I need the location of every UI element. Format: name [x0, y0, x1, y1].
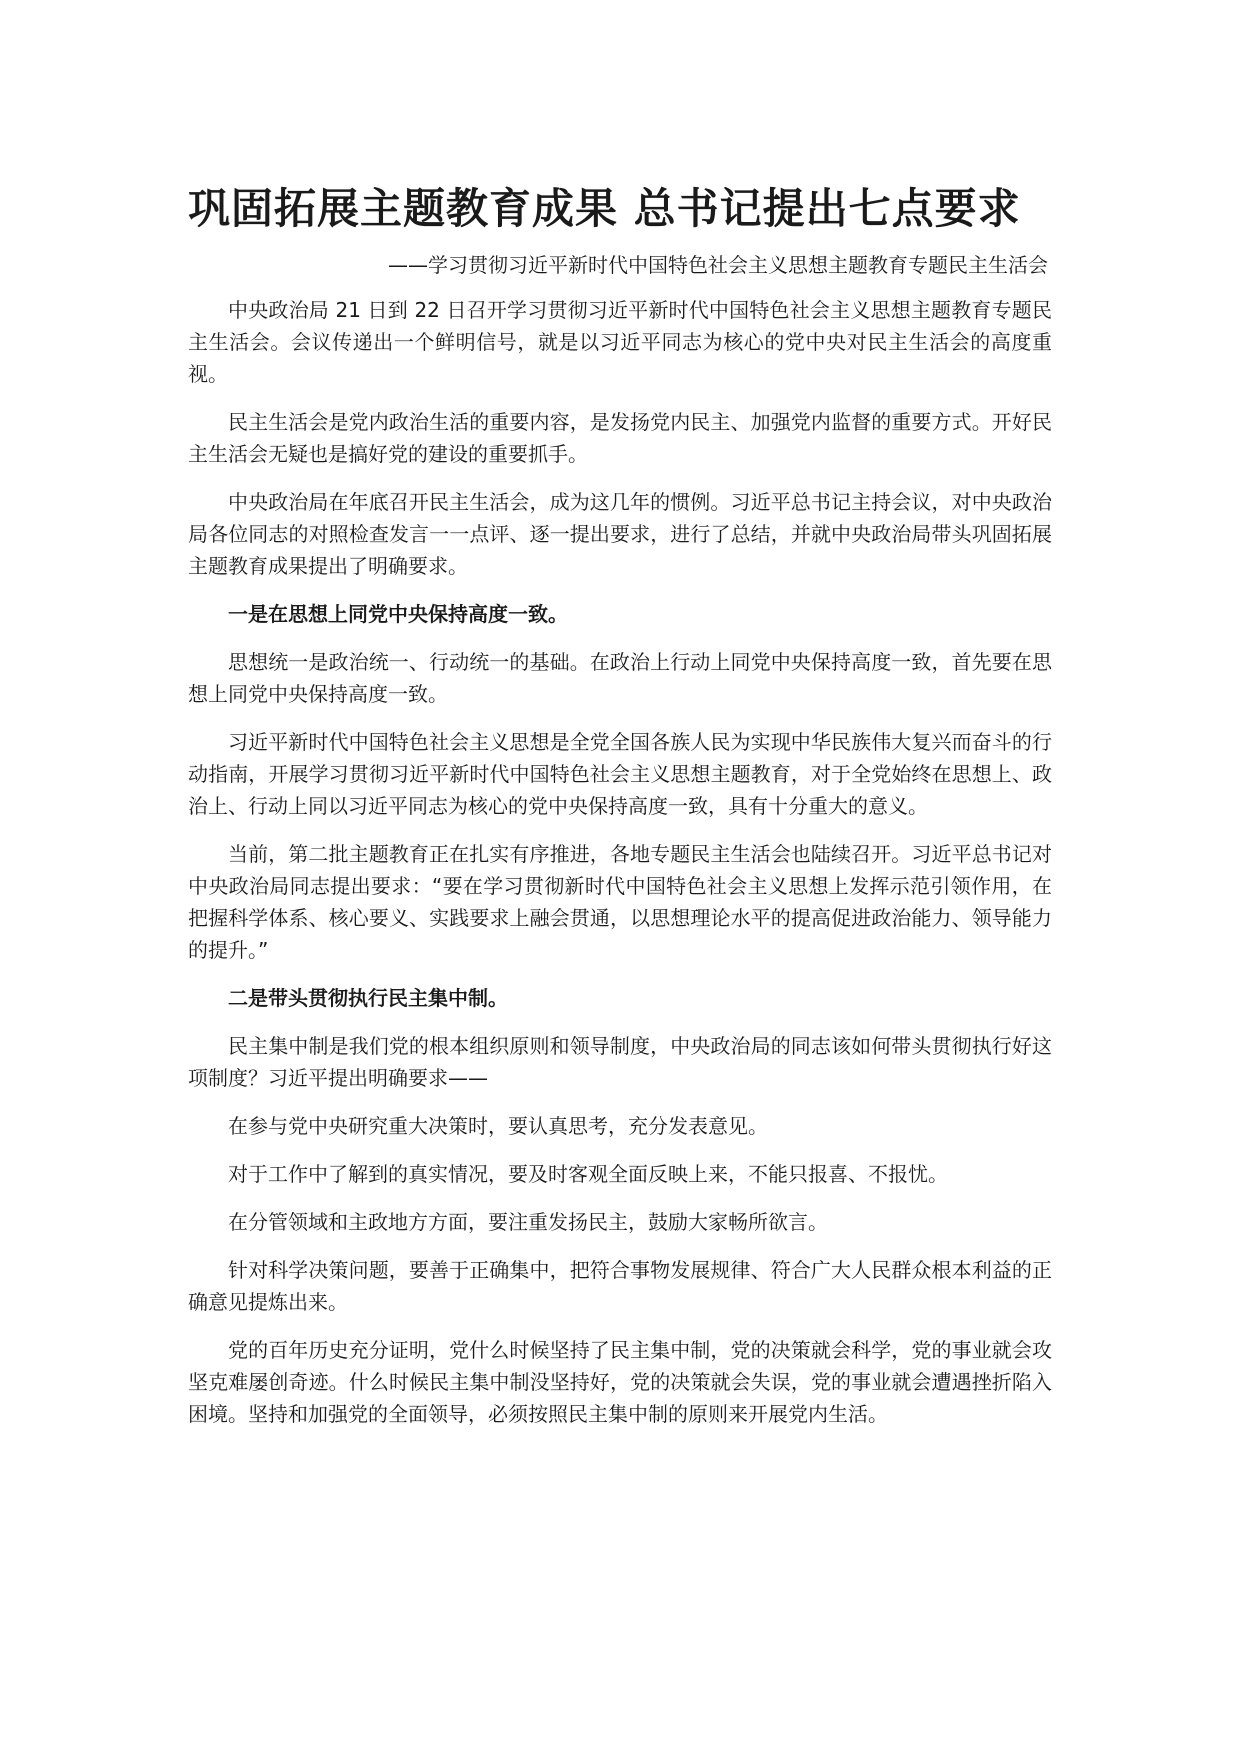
body-paragraph: 民主集中制是我们党的根本组织原则和领导制度，中央政治局的同志该如何带头贯彻执行好这项制度？习近平提出明确要求——	[188, 1034, 1052, 1090]
body-paragraph: 中央政治局 21 日到 22 日召开学习贯彻习近平新时代中国特色社会主义思想主题教育专题民主生活会。会议传递出一个鲜明信号，就是以习近平同志为核心的党中央对民主生活会的高度重视。	[188, 298, 1052, 386]
body-paragraph: 当前，第二批主题教育正在扎实有序推进，各地专题民主生活会也陆续召开。习近平总书记对中央政治局同志提出要求：“要在学习贯彻新时代中国特色社会主义思想上发挥示范引领作用，在把握科学体系、核心要义、实践要求上融会贯通，以思想理论水平的提高促进政治能力、领导能力的提升。”	[188, 842, 1052, 962]
body-paragraph: 习近平新时代中国特色社会主义思想是全党全国各族人民为实现中华民族伟大复兴而奋斗的行动指南，开展学习贯彻习近平新时代中国特色社会主义思想主题教育，对于全党始终在思想上、政治上、行动上同以习近平同志为核心的党中央保持高度一致，具有十分重大的意义。	[188, 730, 1052, 818]
body-paragraph: 中央政治局在年底召开民主生活会，成为这几年的惯例。习近平总书记主持会议，对中央政治局各位同志的对照检查发言一一点评、逐一提出要求，进行了总结，并就中央政治局带头巩固拓展主题教育成果提出了明确要求。	[188, 490, 1052, 578]
body-paragraph: 思想统一是政治统一、行动统一的基础。在政治上行动上同党中央保持高度一致，首先要在思想上同党中央保持高度一致。	[188, 650, 1052, 706]
body-paragraph: 对于工作中了解到的真实情况，要及时客观全面反映上来，不能只报喜、不报忧。	[228, 1162, 948, 1186]
document-page	[188, 178, 1052, 1446]
document-body	[188, 294, 1052, 1430]
body-paragraph: 在参与党中央研究重大决策时，要认真思考，充分发表意见。	[228, 1114, 768, 1138]
document-subtitle: ——学习贯彻习近平新时代中国特色社会主义思想主题教育专题民主生活会	[388, 253, 1048, 277]
section-heading: 一是在思想上同党中央保持高度一致。	[228, 602, 568, 626]
body-paragraph: 针对科学决策问题，要善于正确集中，把符合事物发展规律、符合广大人民群众根本利益的正确意见提炼出来。	[188, 1258, 1052, 1314]
body-paragraph: 在分管领域和主政地方方面，要注重发扬民主，鼓励大家畅所欲言。	[228, 1210, 828, 1234]
body-paragraph: 民主生活会是党内政治生活的重要内容，是发扬党内民主、加强党内监督的重要方式。开好民主生活会无疑也是搞好党的建设的重要抓手。	[188, 410, 1052, 466]
document-title: 巩固拓展主题教育成果 总书记提出七点要求	[188, 184, 1021, 233]
section-heading: 二是带头贯彻执行民主集中制。	[228, 986, 508, 1010]
body-paragraph: 党的百年历史充分证明，党什么时候坚持了民主集中制，党的决策就会科学，党的事业就会攻坚克难屡创奇迹。什么时候民主集中制没坚持好，党的决策就会失误，党的事业就会遭遇挫折陷入困境。坚持和加强党的全面领导，必须按照民主集中制的原则来开展党内生活。	[188, 1338, 1052, 1426]
